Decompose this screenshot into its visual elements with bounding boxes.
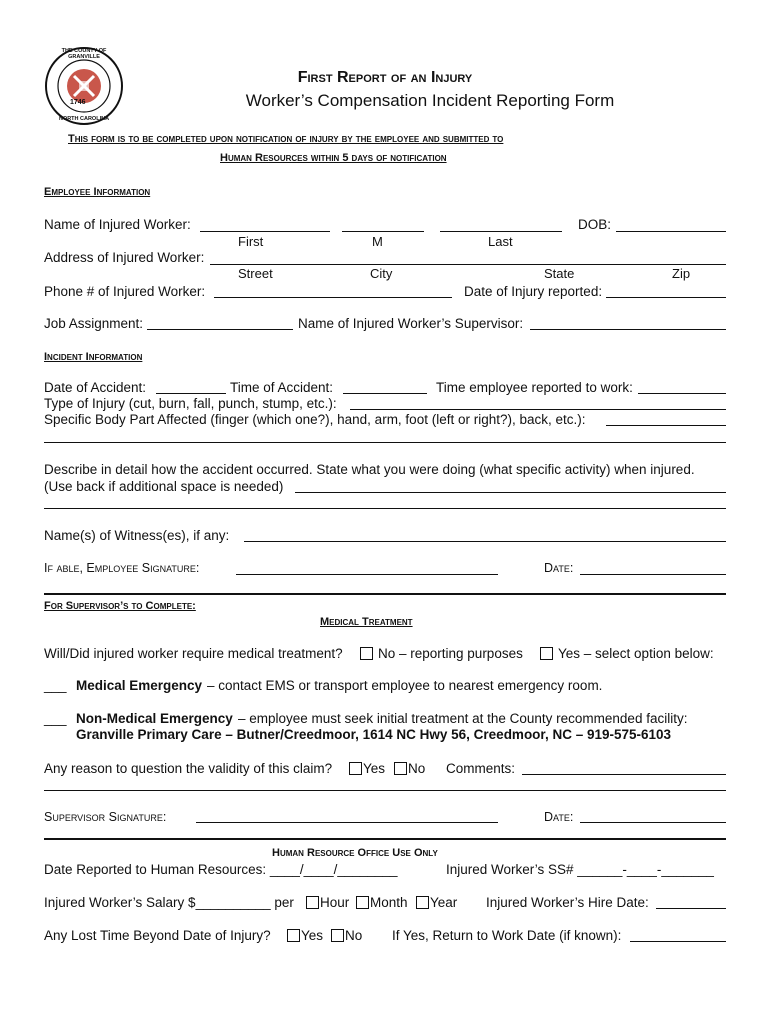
address-state-caption: State [544,266,575,281]
address-zip-caption: Zip [672,266,691,281]
validity-no-label: No [408,761,426,776]
seal-top-text: THE COUNTY OF GRANVILLE [61,48,107,60]
employee-heading: Employee Information [44,186,151,198]
validity-label: Any reason to question the validity of this claim? [44,761,333,776]
per-year-label: Year [430,895,458,910]
dob-label: DOB: [578,217,612,232]
body-part-field[interactable] [606,425,726,426]
supervisor-name-label: Name of Injured Worker’s Supervisor: [298,316,524,331]
medical-heading: Medical Treatment [320,616,413,628]
emergency-text: – contact EMS or transport employee to nearest emergency room. [207,678,603,693]
supervisor-signature-label: Supervisor Signature: [44,810,167,824]
supervisor-name-field[interactable] [530,329,726,330]
accident-time-label: Time of Accident: [230,380,334,395]
describe-label: Describe in detail how the accident occurred. State what you were doing (what specific activity) when injured. [44,462,695,477]
medical-no-label: No – reporting purposes [378,646,523,661]
county-seal [44,46,124,126]
per-hour-checkbox[interactable] [306,896,319,909]
seal-year: 1746 [70,99,86,106]
comments-label: Comments: [446,761,516,776]
section-divider-2 [44,838,726,840]
medical-yes-checkbox[interactable] [540,647,553,660]
name-label: Name of Injured Worker: [44,217,191,232]
comments-field[interactable] [522,774,726,775]
section-divider-1 [44,593,726,595]
return-date-field[interactable] [630,941,726,942]
seal-bottom-text: NORTH CAROLINA [58,116,110,122]
lost-no-checkbox[interactable] [331,929,344,942]
supervisor-date-field[interactable] [580,822,726,823]
comments-field-2[interactable] [44,790,726,791]
lost-yes-checkbox[interactable] [287,929,300,942]
hr-ss-number[interactable]: Injured Worker’s SS# ______-____-_______ [446,862,714,877]
per-year-checkbox[interactable] [416,896,429,909]
facility-info: Granville Primary Care – Butner/Creedmoor, 1614 NC Hwy 56, Creedmoor, NC – 919-575-6103 [76,727,672,742]
return-date-label: If Yes, Return to Work Date (if known): [392,928,622,943]
doi-label: Date of Injury reported: [464,284,603,299]
job-field[interactable] [147,329,293,330]
lost-no-label: No [345,928,363,943]
accident-date-field[interactable] [156,393,226,394]
medical-question: Will/Did injured worker require medical treatment? [44,646,343,661]
validity-yes-label: Yes [363,761,386,776]
salary-label[interactable]: Injured Worker’s Salary $__________ per [44,895,294,910]
dob-field[interactable] [616,231,726,232]
nonemergency-blank[interactable]: ___ [44,711,67,726]
body-part-label: Specific Body Part Affected (finger (which one?), hand, arm, foot (left or right?), back, etc.): [44,412,586,427]
job-label: Job Assignment: [44,316,144,331]
supervisor-heading: For Supervisor’s to Complete: [44,600,196,612]
employee-signature-label: If able, Employee Signature: [44,561,200,575]
nonemergency-text: – employee must seek initial treatment at the County recommended facility: [238,711,688,726]
address-city-caption: City [370,266,393,281]
hire-date-label: Injured Worker’s Hire Date: [486,895,649,910]
supervisor-date-label: Date: [544,810,574,824]
emergency-blank[interactable]: ___ [44,678,67,693]
accident-time-field[interactable] [343,393,427,394]
describe-label-2: (Use back if additional space is needed) [44,479,284,494]
injury-type-field[interactable] [350,409,726,410]
name-m-caption: M [372,234,383,249]
doi-field[interactable] [606,297,726,298]
name-last-caption: Last [488,234,513,249]
nonemergency-title: Non-Medical Emergency [76,711,233,726]
name-last-field[interactable] [440,231,562,232]
medical-yes-label: Yes – select option below: [558,646,714,661]
instruction-line-2: Human Resources within 5 days of notification [220,152,447,164]
incident-heading: Incident Information [44,351,143,363]
employee-signature-field[interactable] [236,574,498,575]
per-month-checkbox[interactable] [356,896,369,909]
hr-date-reported[interactable]: Date Reported to Human Resources: ____/____/________ [44,862,398,877]
name-m-field[interactable] [342,231,424,232]
address-field[interactable] [210,264,726,265]
witness-label: Name(s) of Witness(es), if any: [44,528,230,543]
phone-field[interactable] [214,297,452,298]
phone-label: Phone # of Injured Worker: [44,284,206,299]
medical-no-checkbox[interactable] [360,647,373,660]
hr-heading: Human Resource Office Use Only [272,847,438,859]
hire-date-field[interactable] [656,908,726,909]
per-month-label: Month [370,895,408,910]
address-street-caption: Street [238,266,273,281]
lost-time-label: Any Lost Time Beyond Date of Injury? [44,928,271,943]
employee-date-label: Date: [544,561,574,575]
name-first-field[interactable] [200,231,330,232]
reported-time-field[interactable] [638,393,726,394]
validity-yes-checkbox[interactable] [349,762,362,775]
address-label: Address of Injured Worker: [44,250,205,265]
instruction-line-1: This form is to be completed upon notification of injury by the employee and submitted to [68,133,504,145]
supervisor-signature-field[interactable] [196,822,498,823]
injury-type-label: Type of Injury (cut, burn, fall, punch, stump, etc.): [44,396,337,411]
lost-yes-label: Yes [301,928,324,943]
employee-date-field[interactable] [580,574,726,575]
name-first-caption: First [238,234,264,249]
form-subtitle: Worker’s Compensation Incident Reporting Form [245,91,615,110]
validity-no-checkbox[interactable] [394,762,407,775]
body-part-field-2[interactable] [44,442,726,443]
describe-field[interactable] [295,492,726,493]
reported-time-label: Time employee reported to work: [436,380,633,395]
emergency-title: Medical Emergency [76,678,203,693]
witness-field[interactable] [244,541,726,542]
describe-field-2[interactable] [44,508,726,509]
per-hour-label: Hour [320,895,350,910]
form-title: First Report of an Injury [297,69,473,86]
accident-date-label: Date of Accident: [44,380,147,395]
